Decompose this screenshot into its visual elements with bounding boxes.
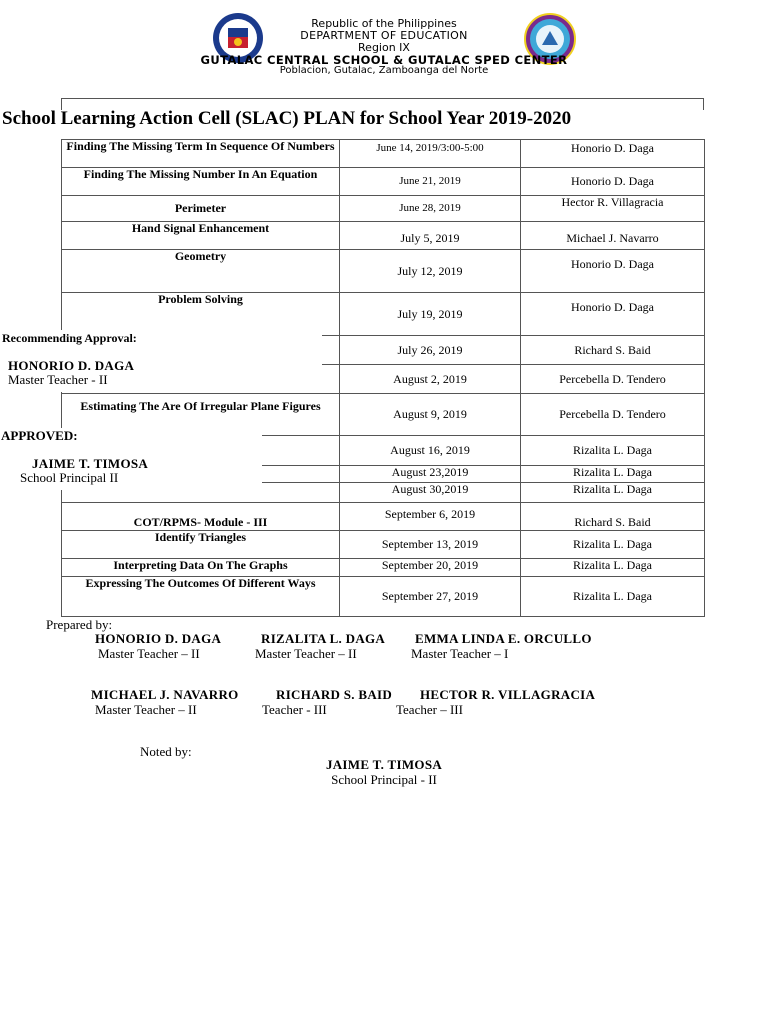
date-cell: August 23,2019 — [340, 466, 521, 483]
table-row — [62, 250, 705, 293]
person-cell: Percebella D. Tendero — [521, 365, 705, 394]
person-cell: Rizalita L. Daga — [521, 531, 705, 559]
approved-name: JAIME T. TIMOSA — [32, 456, 149, 471]
preparer-position: Master Teacher – II — [95, 702, 197, 717]
date-cell: July 12, 2019 — [340, 250, 521, 293]
date-cell: August 9, 2019 — [340, 394, 521, 436]
person-cell: Honorio D. Daga — [521, 293, 705, 336]
person-cell: Rizalita L. Daga — [521, 577, 705, 617]
recommending-name: HONORIO D. DAGA — [8, 358, 135, 373]
preparer-name: RIZALITA L. DAGA — [261, 631, 386, 646]
header-region: Region IX — [358, 41, 410, 54]
preparer-name: HONORIO D. DAGA — [95, 631, 222, 646]
person-cell: Rizalita L. Daga — [521, 436, 705, 466]
date-cell: July 5, 2019 — [340, 222, 521, 250]
date-cell: July 19, 2019 — [340, 293, 521, 336]
topic-cell: Finding The Missing Number In An Equation — [62, 168, 340, 196]
date-cell: June 14, 2019/3:00-5:00 — [340, 140, 521, 168]
person-cell: Hector R. Villagracia — [521, 196, 705, 222]
preparer-position: Master Teacher – II — [98, 646, 200, 661]
person-cell: Rizalita L. Daga — [521, 559, 705, 577]
prepared-by-label: Prepared by: — [46, 617, 113, 632]
date-cell: June 28, 2019 — [340, 196, 521, 222]
person-cell: Richard S. Baid — [521, 503, 705, 531]
noted-position: School Principal - II — [331, 772, 437, 787]
preparer-name: RICHARD S. BAID — [276, 687, 393, 702]
noted-name: JAIME T. TIMOSA — [325, 757, 443, 772]
person-cell: Rizalita L. Daga — [521, 483, 705, 503]
topic-cell: Estimating The Are Of Irregular Plane Figures — [62, 394, 340, 436]
preparer-position: Teacher - III — [262, 702, 327, 717]
topic-cell: Geometry — [62, 250, 340, 293]
table-row — [62, 559, 705, 577]
person-cell: Honorio D. Daga — [521, 140, 705, 168]
table-row — [62, 196, 705, 222]
date-cell: September 27, 2019 — [340, 577, 521, 617]
header-school-name: GUTALAC CENTRAL SCHOOL & GUTALAC SPED CENTER — [200, 53, 568, 67]
recommending-approval-label: Recommending Approval: — [2, 331, 137, 345]
recommending-position: Master Teacher - II — [8, 372, 108, 387]
preparer-position: Master Teacher – I — [411, 646, 509, 661]
date-cell: July 26, 2019 — [340, 336, 521, 365]
preparer-position: Master Teacher – II — [255, 646, 357, 661]
person-cell: Honorio D. Daga — [521, 250, 705, 293]
person-cell: Percebella D. Tendero — [521, 394, 705, 436]
topic-cell: COT/RPMS- Module - III — [62, 503, 340, 531]
date-cell: August 2, 2019 — [340, 365, 521, 394]
approved-position: School Principal II — [20, 470, 119, 485]
topic-cell: Hand Signal Enhancement — [62, 222, 340, 250]
table-row — [62, 577, 705, 617]
preparer-name: MICHAEL J. NAVARRO — [91, 687, 239, 702]
date-cell: September 6, 2019 — [340, 503, 521, 531]
date-cell: August 16, 2019 — [340, 436, 521, 466]
preparer-name: EMMA LINDA E. ORCULLO — [415, 631, 592, 646]
topic-cell: Interpreting Data On The Graphs — [62, 559, 340, 577]
person-cell: Rizalita L. Daga — [521, 466, 705, 483]
table-row — [62, 503, 705, 531]
topic-cell: Perimeter — [62, 196, 340, 222]
table-row — [62, 168, 705, 196]
header-address: Poblacion, Gutalac, Zamboanga del Norte — [279, 65, 489, 76]
person-cell: Honorio D. Daga — [521, 168, 705, 196]
topic-cell: Expressing The Outcomes Of Different Ways — [62, 577, 340, 617]
person-cell: Michael J. Navarro — [521, 222, 705, 250]
table-row — [62, 531, 705, 559]
header-republic: Republic of the Philippines — [311, 17, 457, 30]
document-title: School Learning Action Cell (SLAC) PLAN for School Year 2019-2020 — [2, 108, 572, 129]
date-cell: August 30,2019 — [340, 483, 521, 503]
topic-cell: Problem Solving — [62, 293, 340, 336]
preparer-position: Teacher – III — [396, 702, 463, 717]
table-header-right-tick — [703, 98, 704, 110]
date-cell: September 13, 2019 — [340, 531, 521, 559]
date-cell: June 21, 2019 — [340, 168, 521, 196]
topic-cell: Finding The Missing Term In Sequence Of Numbers — [62, 140, 340, 168]
header-department: DEPARTMENT OF EDUCATION — [300, 29, 468, 42]
table-row — [62, 140, 705, 168]
date-cell: September 20, 2019 — [340, 559, 521, 577]
approved-label: APPROVED: — [1, 428, 78, 443]
person-cell: Richard S. Baid — [521, 336, 705, 365]
topic-cell: Identify Triangles — [62, 531, 340, 559]
table-row — [62, 222, 705, 250]
preparer-name: HECTOR R. VILLAGRACIA — [420, 687, 596, 702]
noted-by-label: Noted by: — [140, 744, 192, 759]
